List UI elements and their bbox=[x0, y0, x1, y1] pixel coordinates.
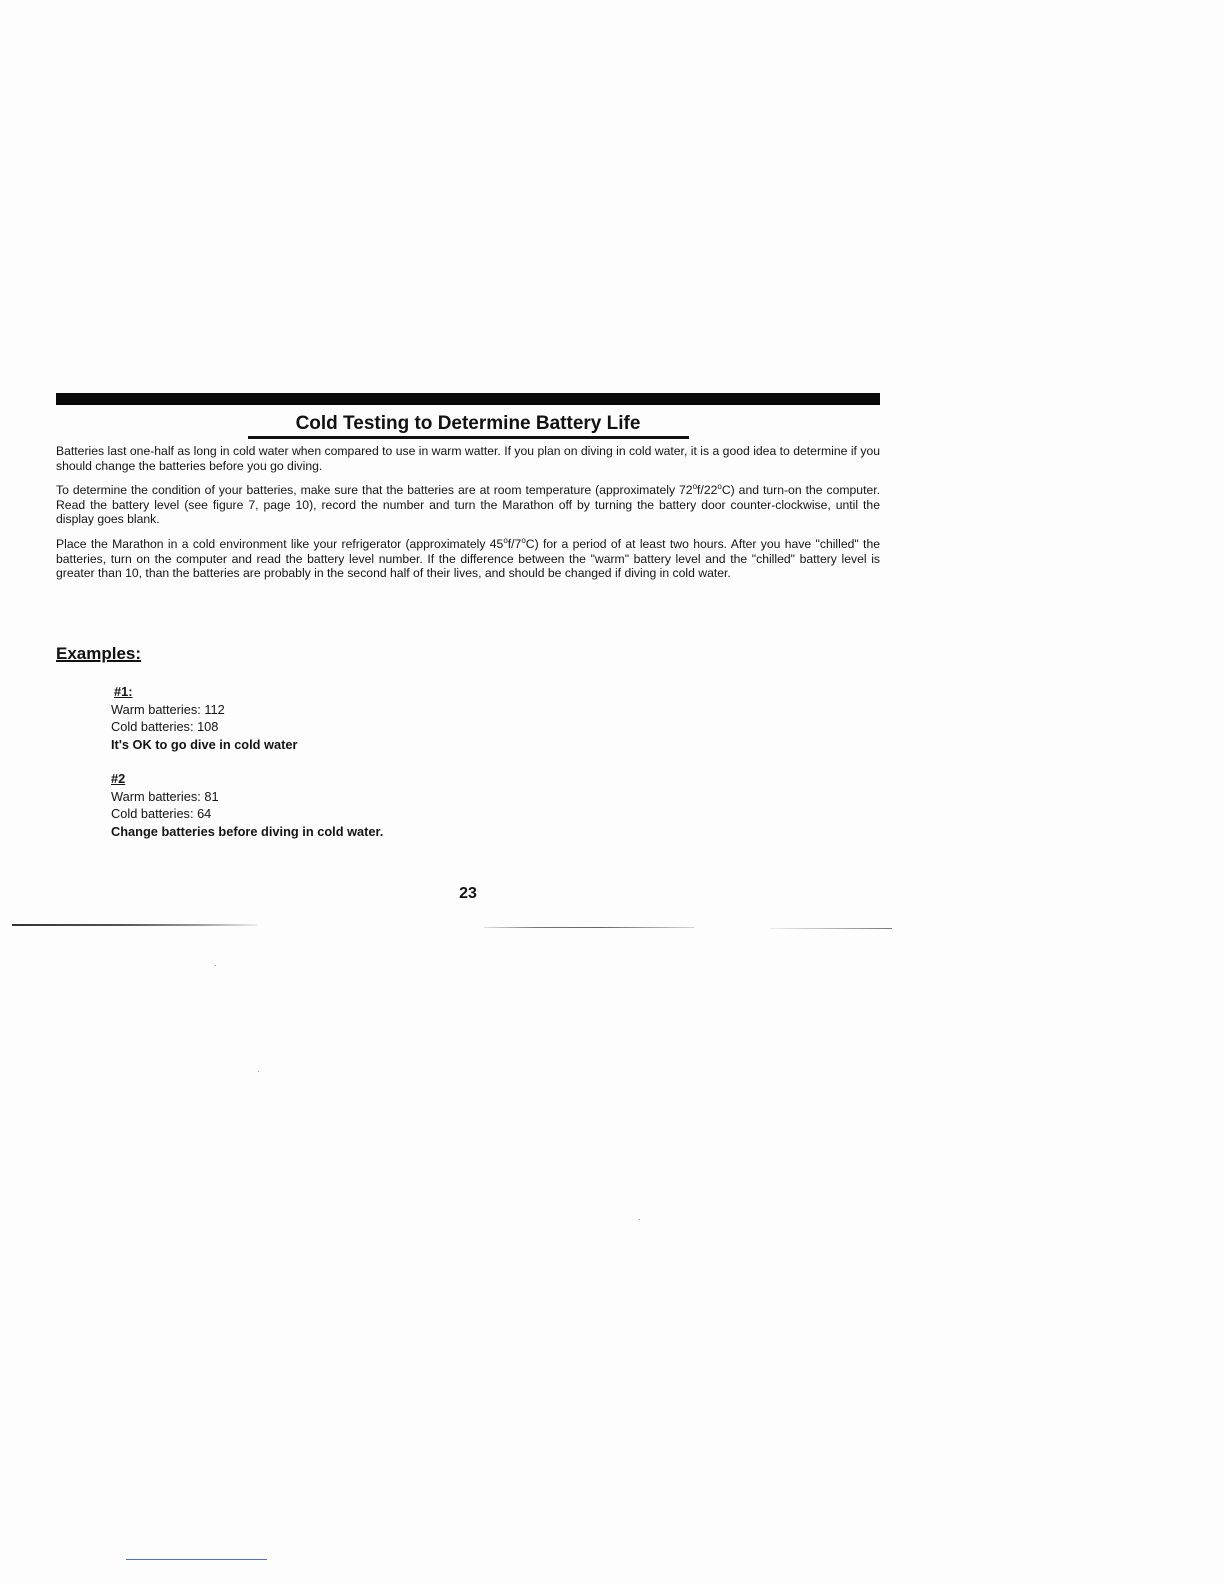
title-underline bbox=[248, 436, 689, 439]
paragraph-2-text-a: To determine the condition of your batteries, make sure that the batteries are at room temperature (approximately 72 bbox=[56, 483, 693, 497]
scan-artifact-line bbox=[770, 928, 892, 929]
degree-symbol: o bbox=[503, 535, 508, 545]
scan-speck bbox=[639, 1219, 640, 1220]
example-result: It's OK to go dive in cold water bbox=[111, 736, 298, 752]
paragraph-3-text-a: Place the Marathon in a cold environment like your refrigerator (approximately 45 bbox=[56, 537, 504, 551]
paragraph-cold-environment bbox=[56, 537, 880, 581]
scan-speck bbox=[215, 965, 216, 966]
scan-speck bbox=[258, 1071, 259, 1072]
scan-artifact-line bbox=[484, 927, 694, 928]
page-title: Cold Testing to Determine Battery Life bbox=[295, 413, 641, 434]
cold-batteries-value: Cold batteries: 64 bbox=[111, 806, 212, 821]
scan-artifact-line bbox=[12, 924, 257, 926]
degree-symbol: o bbox=[521, 535, 526, 545]
page-number: 23 bbox=[459, 885, 477, 902]
cold-batteries-value: Cold batteries: 108 bbox=[111, 719, 219, 734]
paragraph-3-text-b: f/7 bbox=[507, 537, 522, 551]
examples-heading: Examples: bbox=[56, 644, 142, 663]
paragraph-room-temperature bbox=[56, 483, 880, 527]
paragraph-2-text-c: C) and turn-on the computer. Read the battery level (see figure 7, page 10), record the number and turn the Marathon off by turning the battery door counter-clockwise, until the display goes blank. bbox=[56, 483, 880, 527]
paragraph-intro: Batteries last one-half as long in cold water when compared to use in warm watter. If you plan on diving in cold water, it is a good idea to determine if you should change the batteries before you go diving. bbox=[56, 444, 880, 473]
example-2 bbox=[111, 770, 383, 840]
warm-batteries-value: Warm batteries: 112 bbox=[111, 701, 225, 717]
example-1 bbox=[111, 683, 298, 753]
degree-symbol: o bbox=[692, 481, 698, 491]
paragraph-2-text-b: f/22 bbox=[697, 483, 718, 497]
example-result: Change batteries before diving in cold water. bbox=[111, 823, 384, 839]
degree-symbol: o bbox=[717, 481, 722, 491]
paragraph-3-text-c: C) for a period of at least two hours. After you have "chilled" the batteries, turn on the computer and read the battery level number. If the difference between the "warm" battery level and the "chilled" battery level is greater than 10, than the batteries are probably in the second half of their lives, and should be changed if diving in cold water. bbox=[56, 537, 880, 581]
warm-batteries-value: Warm batteries: 81 bbox=[111, 788, 219, 804]
example-label: #2 bbox=[111, 771, 126, 786]
section-header-bar bbox=[56, 393, 880, 405]
title-container bbox=[0, 412, 936, 436]
example-label: #1: bbox=[114, 684, 133, 699]
footer-rule bbox=[126, 1559, 267, 1560]
